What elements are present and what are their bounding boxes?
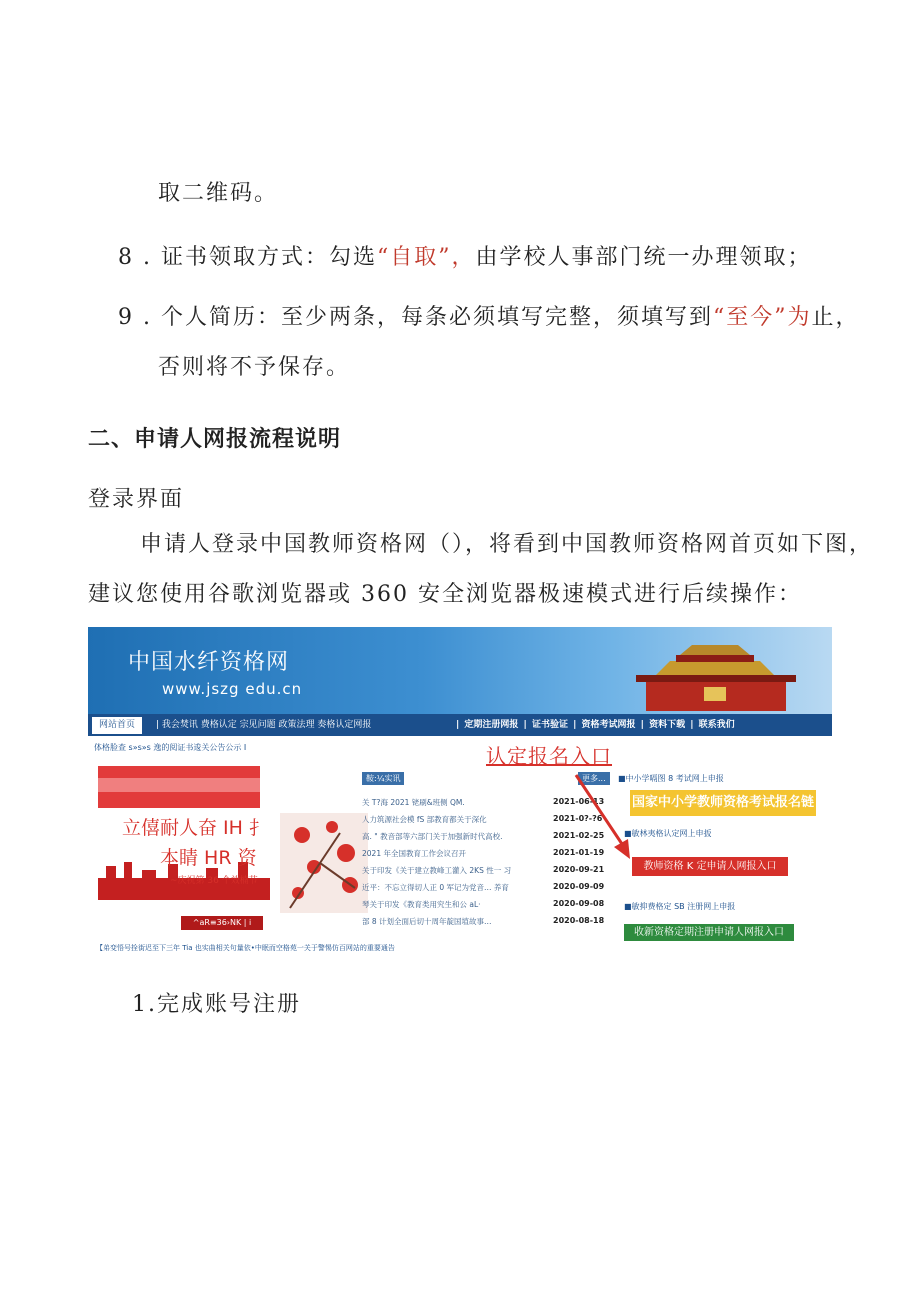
subheading: 登录界面 <box>88 487 185 512</box>
side-certification-label[interactable]: ■敏林夷格认定网上申扳 <box>624 829 712 838</box>
site-url: www.jszg edu.cn <box>162 680 303 698</box>
news-date: 2020-09-21 <box>553 865 605 874</box>
renewal-entry-button[interactable]: 收新资格定期注册申请人网报入口 <box>624 924 794 941</box>
news-date: 2020-09-08 <box>553 899 605 908</box>
paragraph-line-2: 建议您使用谷歌浏览器或 360 安全浏览器极速模式进行后续操作： <box>88 582 802 607</box>
poster-text-3: ~庆祝第 36 个效楠节 <box>170 876 258 886</box>
section-heading: 二、申请人网报流程说明 <box>88 427 342 452</box>
website-screenshot <box>88 627 832 955</box>
plum-blossom-image <box>280 813 368 913</box>
news-item[interactable]: 人力筑源社会模 fS 部教育都关于深化 <box>362 815 487 824</box>
festival-poster <box>98 766 280 916</box>
arrow-icon <box>568 767 638 867</box>
paragraph-line-1: 申请人登录中国教师资格网（），将看到中国教师资格网首页如下图， <box>140 532 874 557</box>
step-1-heading: 1.完成账号注册 <box>132 992 301 1017</box>
item-9-continued: 否则将不予保存。 <box>158 355 351 380</box>
more-link[interactable]: 更多... <box>578 772 610 785</box>
certification-entry-button[interactable]: 教师资格 K 定申请人网报入口 <box>632 857 788 876</box>
news-date: 2020-08-18 <box>553 916 605 925</box>
item-9 <box>118 300 860 331</box>
news-date: 2021-0?-?6 <box>553 814 603 823</box>
site-nav <box>88 714 832 736</box>
news-date: 2020-09-09 <box>553 882 605 891</box>
exam-registration-link-button[interactable]: 国家中小学教师资格考试报名链接 <box>630 790 816 816</box>
text-line: 取二维码。 <box>158 181 279 206</box>
news-item[interactable]: 部 8 计划全面后切十周年靛国埴故事… <box>362 917 492 926</box>
side-renewal-label[interactable]: ■敏抑费格定 SB 注册网上申报 <box>624 902 736 911</box>
news-tag[interactable]: 鞍:¼实讯 <box>362 772 404 785</box>
site-banner <box>88 627 832 714</box>
item-9-text-end: 止， <box>811 305 860 330</box>
footer-notice[interactable]: 【弟变悟号拴街迟至下三年 Tia 也实曲相关句量依•中眠而空格苑一关于警惕仿百网站的重要通告 <box>96 944 395 952</box>
item-8-text-end: 由学校人事部门统一办理领取； <box>475 245 812 270</box>
poster-text-4: ^aR≡36›NK | i <box>181 916 263 930</box>
poster-text-2: 本睛 HR 资 <box>160 847 257 869</box>
news-item[interactable]: 高. " 教音部等六部门关于加强新时代高校. <box>362 832 503 841</box>
news-date: 2021-01-19 <box>553 848 605 857</box>
poster-text-1: 立僖耐人奋 IH 扌 <box>122 817 268 839</box>
item-8-text: 8 . 证书领取方式：勾选 <box>118 245 377 270</box>
item-9-text: 9 . 个人简历：至少两条，每条必须填写完整，须填写到 <box>118 305 713 330</box>
news-item[interactable]: 琴关于印发《教育类用究生和公 aL· <box>362 900 481 909</box>
item-9-highlight: “至今”为 <box>712 305 812 330</box>
callout-label: 认定报名入口 <box>486 744 612 768</box>
nav-home-tab[interactable]: 网站首页 <box>92 717 142 734</box>
item-8-highlight: “自取”， <box>376 245 476 270</box>
news-date: 2021-02-25 <box>553 831 605 840</box>
notice-line[interactable]: 体格脸查 s»s»s 逸的阅证书逡关公告公示 I <box>94 743 247 752</box>
gate-image <box>626 641 804 711</box>
news-item[interactable]: 关 T?海 2021 铑刷&班侧 QM. <box>362 798 465 807</box>
news-item[interactable]: 关于印发《关于建立教峰工灌入 2KS 性一 习 <box>362 866 512 875</box>
news-date: 2021-06-13 <box>553 797 605 806</box>
news-item[interactable]: 2021 年全国教育工作会议召开 <box>362 849 466 858</box>
side-exam-label[interactable]: ■中小学嗝图 8 考试网上申报 <box>618 774 724 783</box>
site-title: 中国水纤资格网 <box>128 650 290 675</box>
item-8 <box>118 240 812 271</box>
news-item[interactable]: 近平：不忘立得切人正 0 军记为党音… 养育 <box>362 883 509 892</box>
nav-right-links[interactable]: | 定期注册网报 | 证书验证 | 资格考试网报 | 资料下载 | 联系我们 <box>456 720 735 730</box>
nav-left-links[interactable]: | 我会焚讯 费格认定 宗见问题 政策法理 奏格认定网报 <box>156 720 372 730</box>
